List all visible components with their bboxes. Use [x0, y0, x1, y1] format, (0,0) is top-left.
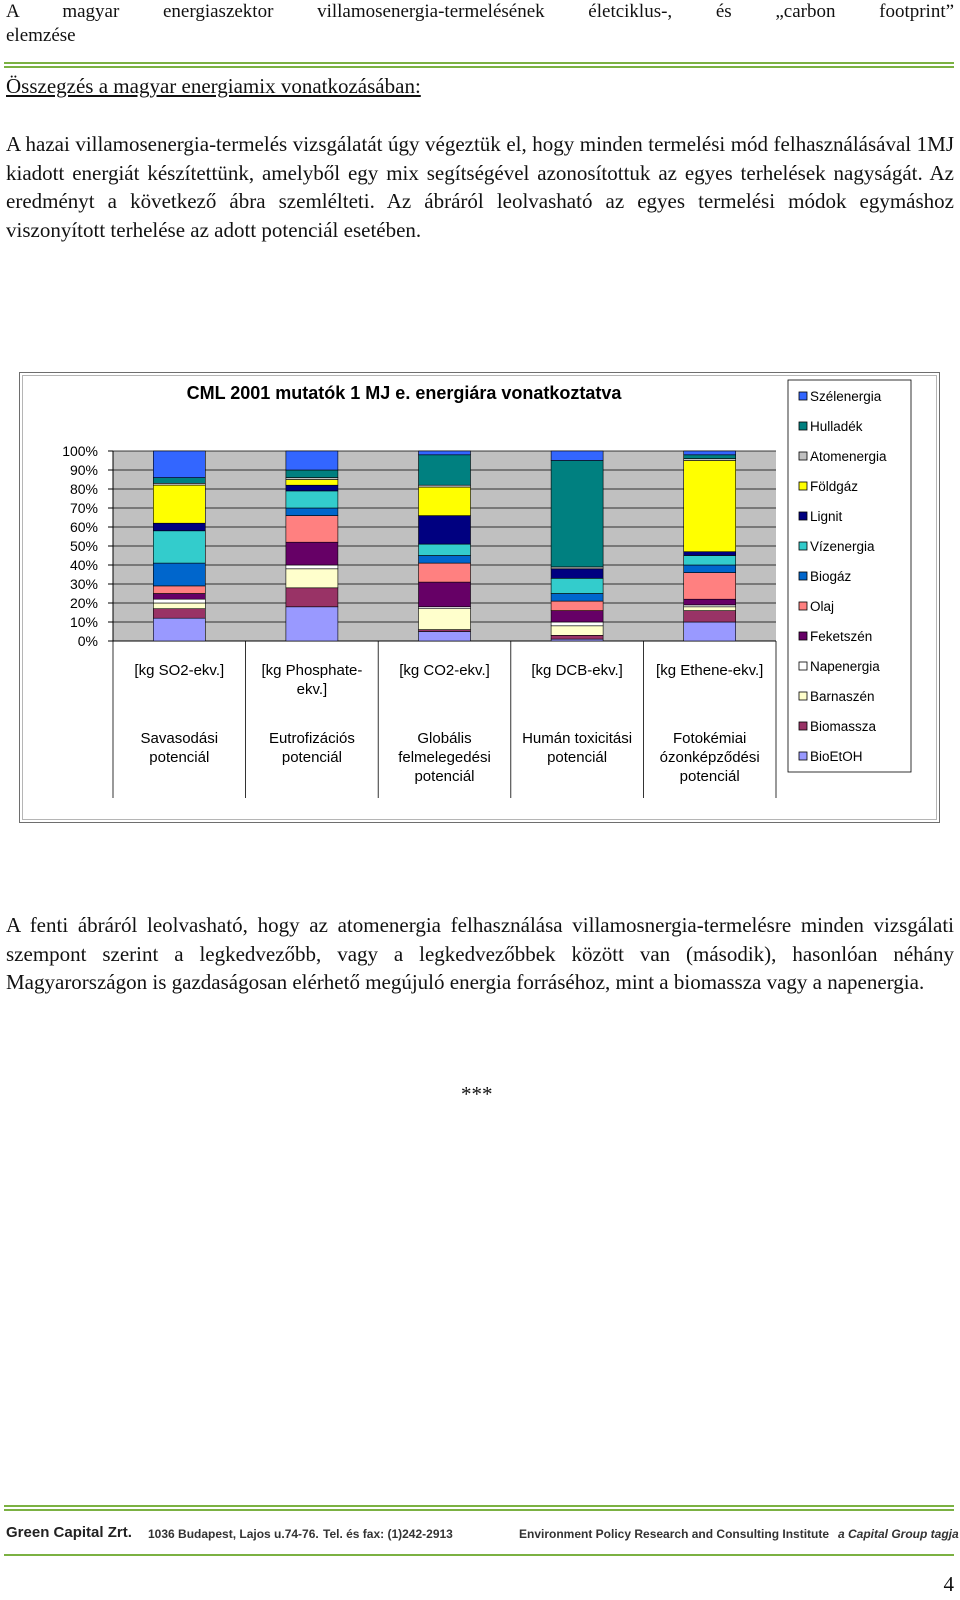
bar-segment-biogáz	[551, 594, 603, 602]
legend-label-bioetoh: BioEtOH	[810, 749, 863, 764]
bar-segment-barnaszén	[419, 609, 471, 630]
category-unit-label: [kg Ethene-ekv.]	[656, 662, 764, 679]
bar-segment-olaj	[419, 563, 471, 582]
header-word: A	[6, 1, 19, 22]
stacked-bar-chart	[19, 372, 940, 823]
legend-label-földgáz: Földgáz	[810, 479, 859, 494]
legend-swatch-bioetoh	[799, 752, 807, 760]
bar-segment-bioetoh	[286, 607, 338, 641]
bar-segment-földgáz	[684, 461, 736, 552]
bar-segment-biomassza	[551, 635, 603, 639]
bar-segment-barnaszén	[551, 626, 603, 636]
category-name-label: Savasodási	[140, 730, 219, 747]
bar-segment-földgáz	[286, 480, 338, 486]
bar-segment-biomassza	[286, 588, 338, 607]
legend-label-biogáz: Biogáz	[810, 569, 852, 584]
document-header-title-continued: elemzése	[6, 25, 76, 46]
bar-segment-földgáz	[419, 487, 471, 515]
bar-segment-vízenergia	[153, 531, 205, 563]
bar-segment-lignit	[551, 569, 603, 579]
bar-segment-hulladék	[684, 455, 736, 459]
legend-swatch-olaj	[799, 602, 807, 610]
bar-segment-biogáz	[419, 556, 471, 564]
section-separator: ***	[461, 1082, 493, 1106]
section-title: Összegzés a magyar energiamix vonatkozásában:	[6, 74, 421, 98]
header-word: „carbon	[775, 1, 836, 22]
bar-segment-olaj	[684, 573, 736, 600]
legend-label-feketszén: Feketszén	[810, 629, 873, 644]
legend-label-atomenergia: Atomenergia	[810, 449, 887, 464]
header-word: magyar	[62, 1, 120, 22]
bar-segment-olaj	[153, 586, 205, 594]
bar-segment-hulladék	[286, 470, 338, 478]
footer-institute: Environment Policy Research and Consulting Institute	[519, 1527, 830, 1541]
bar-segment-lignit	[684, 552, 736, 556]
bar-segment-hulladék	[153, 478, 205, 484]
y-tick-label: 0%	[77, 633, 98, 649]
legend-swatch-földgáz	[799, 482, 807, 490]
legend-swatch-lignit	[799, 512, 807, 520]
header-divider	[4, 62, 954, 69]
bar-segment-barnaszén	[153, 603, 205, 609]
legend-swatch-napenergia	[799, 662, 807, 670]
footer-company: Green Capital Zrt.	[6, 1524, 132, 1541]
legend-label-biomassza: Biomassza	[810, 719, 877, 734]
legend-label-olaj: Olaj	[810, 599, 835, 614]
document-header-title	[6, 0, 954, 24]
category-name-label: Humán toxicitási	[522, 730, 633, 747]
intro-paragraph: A hazai villamosenergia-termelés vizsgálatát úgy végeztük el, hogy minden termelési mód felhasználásával 1MJ kiadott energiát készítettünk, amelyből egy mix segítségével azonosítottuk az egyes terhelések nagyságát. Az eredményt a következő ábra szemlélteti. Az ábráról leolvasható az egyes termelési módok egymáshoz viszonyított terhelése az adott potenciál esetében.	[6, 132, 954, 242]
bar-segment-feketszén	[551, 611, 603, 622]
y-tick-label: 10%	[69, 614, 98, 630]
legend-swatch-szélenergia	[799, 392, 807, 400]
legend-swatch-biogáz	[799, 572, 807, 580]
legend-swatch-atomenergia	[799, 452, 807, 460]
legend-label-napenergia: Napenergia	[810, 659, 880, 674]
bar-segment-szélenergia	[153, 451, 205, 478]
header-word: életciklus-,	[588, 1, 673, 22]
header-word: footprint”	[879, 1, 955, 22]
y-tick-label: 60%	[69, 519, 98, 535]
conclusion-paragraph: A fenti ábráról leolvasható, hogy az atomenergia felhasználása villamosnergia-termelésre minden vizsgálati szempont szerint a legkedvezőbb, vagy a legkedvezőbbek között van (második), hasonlóan néhány Magyarországon is gazdaságosan elérhető megújuló energia forráséhoz, mint a biomassza vagy a napenergia.	[6, 913, 954, 994]
bar-segment-biomassza	[153, 609, 205, 619]
legend-label-hulladék: Hulladék	[810, 419, 863, 434]
bar-segment-bioetoh	[153, 618, 205, 641]
category-name-label: Globális	[417, 730, 472, 747]
bar-segment-bioetoh	[419, 632, 471, 642]
bar-segment-barnaszén	[286, 569, 338, 588]
legend-label-vízenergia: Vízenergia	[810, 539, 875, 554]
bar-segment-szélenergia	[551, 451, 603, 461]
legend-label-barnaszén: Barnaszén	[810, 689, 875, 704]
bar-segment-szélenergia	[684, 451, 736, 455]
legend-swatch-hulladék	[799, 422, 807, 430]
page-number: 4	[943, 1572, 954, 1596]
bar-segment-biogáz	[684, 565, 736, 573]
footer-phone: Tel. és fax: (1)242-2913	[323, 1527, 453, 1541]
category-name-label: potenciál	[547, 749, 608, 766]
footer-bottom-divider	[4, 1554, 954, 1556]
bar-segment-vízenergia	[419, 544, 471, 555]
category-unit-label: [kg DCB-ekv.]	[531, 662, 623, 679]
bar-segment-feketszén	[153, 594, 205, 600]
y-tick-label: 20%	[69, 595, 98, 611]
header-word: villamosenergia-termelésének	[317, 1, 545, 22]
bar-segment-vízenergia	[684, 556, 736, 566]
category-name-label: potenciál	[281, 749, 342, 766]
bar-segment-lignit	[419, 516, 471, 545]
y-tick-label: 70%	[69, 500, 98, 516]
legend-label-lignit: Lignit	[810, 509, 843, 524]
category-name-label: felmelegedési	[398, 749, 491, 766]
legend-swatch-feketszén	[799, 632, 807, 640]
bar-segment-biogáz	[286, 508, 338, 516]
bar-segment-hulladék	[419, 455, 471, 485]
category-unit-label: [kg SO2-ekv.]	[134, 662, 225, 679]
category-unit-label: [kg Phosphate-	[261, 662, 363, 679]
category-name-label: potenciál	[414, 768, 475, 785]
category-name-label: ózonképződési	[659, 749, 760, 766]
y-tick-label: 80%	[69, 481, 98, 497]
bar-segment-olaj	[551, 601, 603, 611]
bar-segment-biomassza	[684, 611, 736, 622]
bar-segment-olaj	[286, 516, 338, 543]
y-tick-label: 100%	[62, 443, 98, 459]
page-footer	[6, 1523, 959, 1547]
bar-segment-napenergia	[286, 565, 338, 569]
bar-segment-lignit	[286, 485, 338, 491]
footer-address: 1036 Budapest, Lajos u.74-76.	[148, 1527, 319, 1541]
bar-segment-feketszén	[684, 599, 736, 605]
category-name-label: potenciál	[679, 768, 740, 785]
category-unit-label: ekv.]	[296, 681, 328, 698]
legend-swatch-barnaszén	[799, 692, 807, 700]
footer-divider	[4, 1505, 954, 1513]
bar-segment-feketszén	[286, 542, 338, 565]
legend-label-szélenergia: Szélenergia	[810, 389, 882, 404]
category-name-label: potenciál	[149, 749, 210, 766]
bar-segment-feketszén	[419, 582, 471, 607]
header-word: és	[715, 1, 732, 22]
category-name-label: Eutrofizációs	[268, 730, 355, 747]
footer-group: a Capital Group tagja	[838, 1527, 959, 1541]
bar-segment-napenergia	[153, 599, 205, 603]
bar-segment-vízenergia	[286, 491, 338, 508]
bar-segment-napenergia	[551, 622, 603, 626]
y-tick-label: 90%	[69, 462, 98, 478]
chart-title: CML 2001 mutatók 1 MJ e. energiára vonatkoztatva	[186, 383, 622, 403]
bar-segment-szélenergia	[419, 451, 471, 455]
y-tick-label: 40%	[69, 557, 98, 573]
category-unit-label: [kg CO2-ekv.]	[399, 662, 490, 679]
bar-segment-lignit	[153, 523, 205, 531]
y-tick-label: 30%	[69, 576, 98, 592]
bar-segment-hulladék	[551, 461, 603, 567]
legend-swatch-biomassza	[799, 722, 807, 730]
bar-segment-biogáz	[153, 563, 205, 586]
bar-segment-szélenergia	[286, 451, 338, 470]
category-name-label: Fotokémiai	[673, 730, 747, 747]
bar-segment-vízenergia	[551, 578, 603, 593]
legend-swatch-vízenergia	[799, 542, 807, 550]
y-tick-label: 50%	[69, 538, 98, 554]
bar-segment-bioetoh	[684, 622, 736, 641]
bar-segment-barnaszén	[684, 607, 736, 611]
header-word: energiaszektor	[162, 1, 274, 22]
bar-segment-földgáz	[153, 485, 205, 523]
